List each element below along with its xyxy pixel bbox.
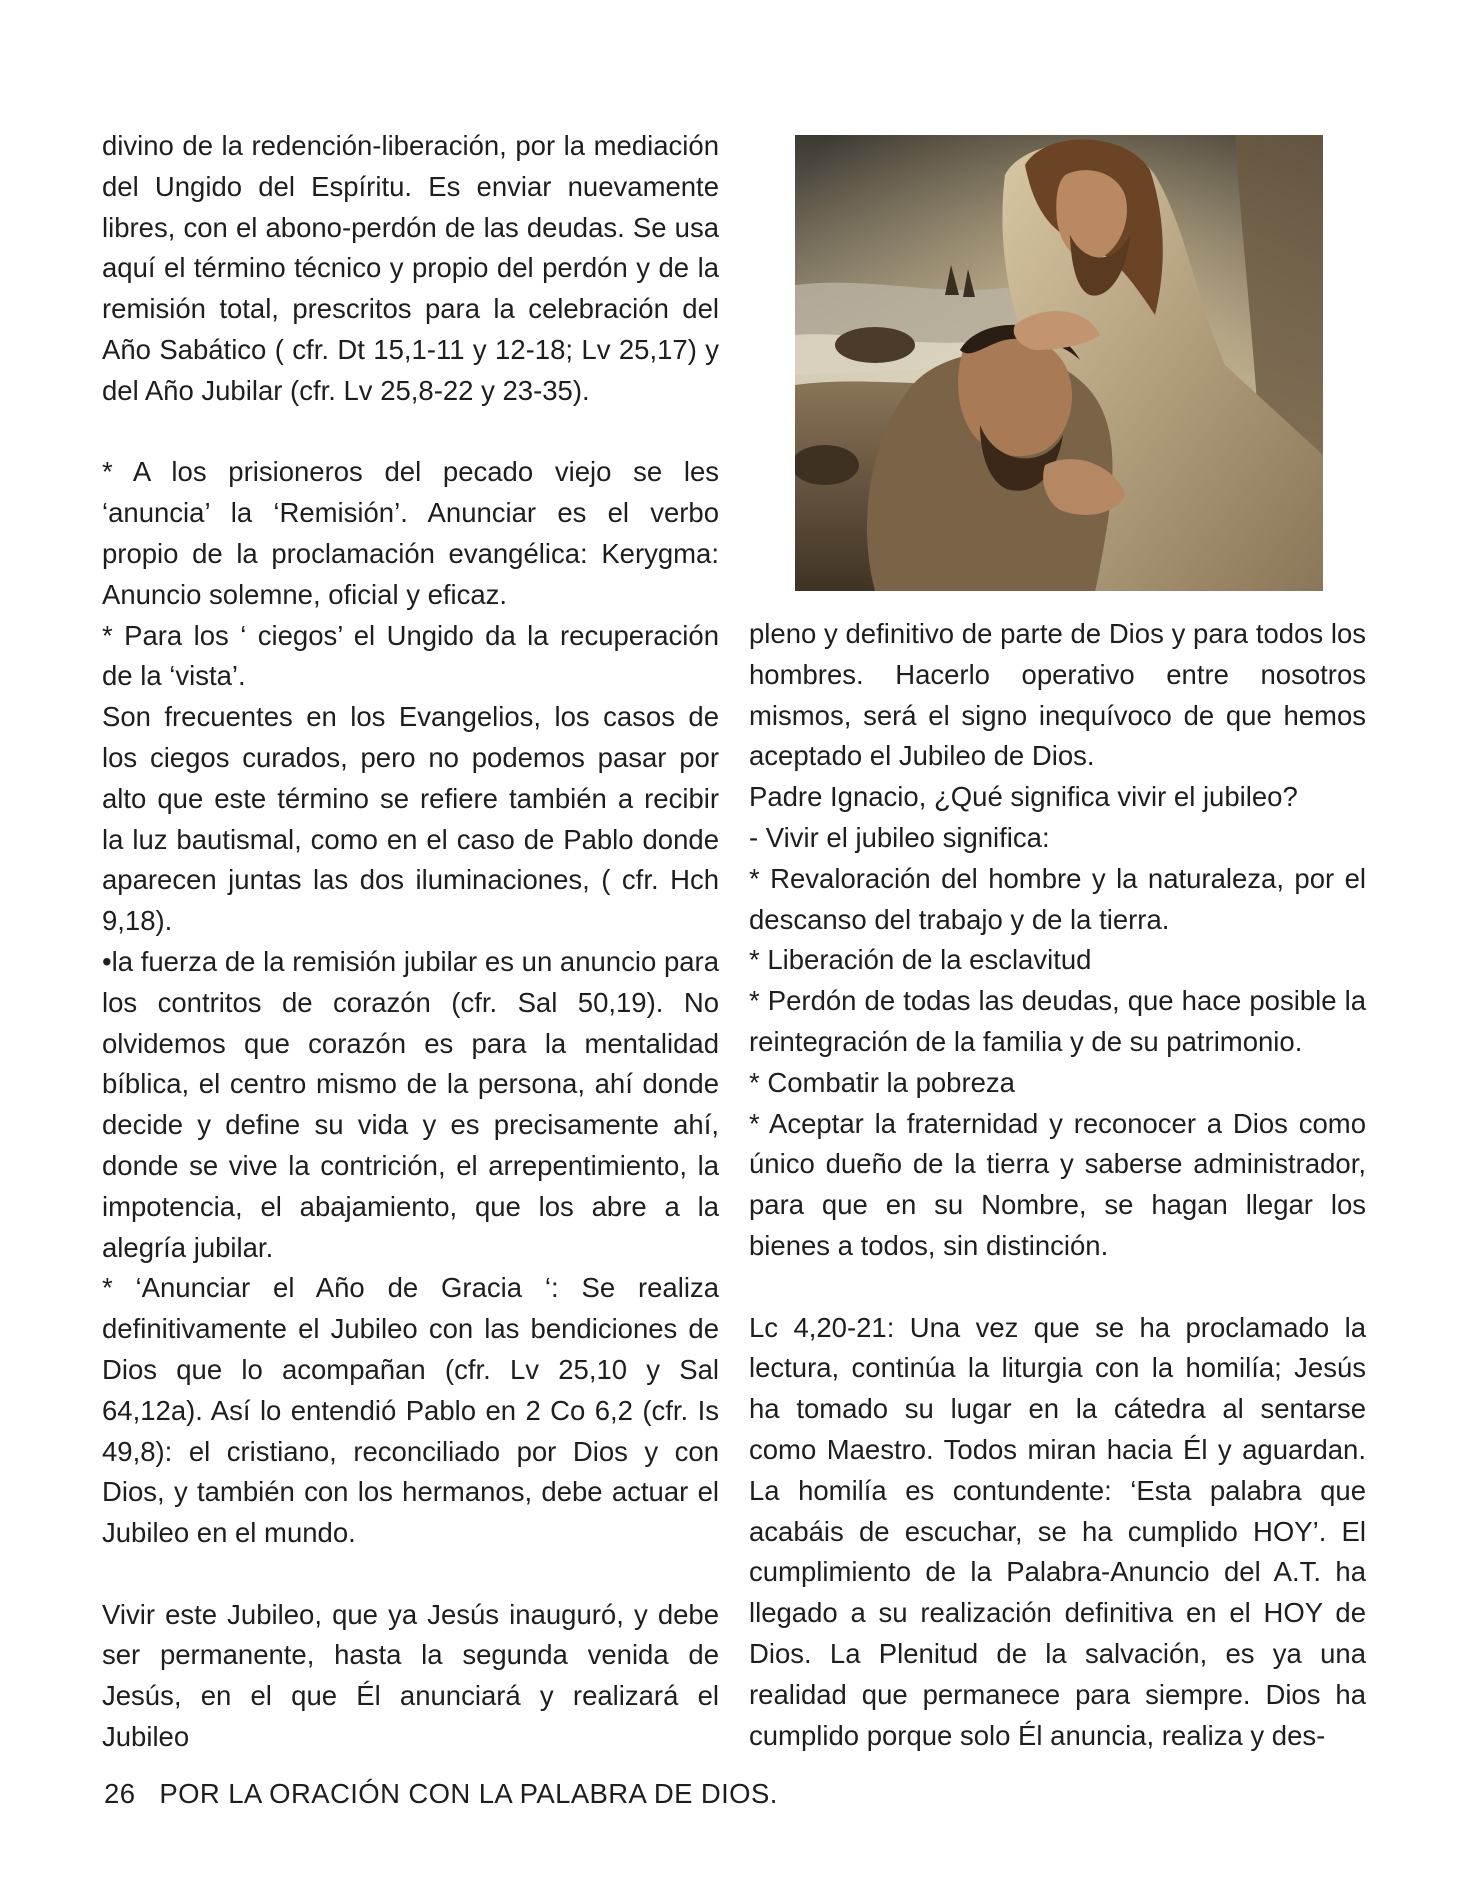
- paragraph-evangelios: Son frecuentes en los Evangelios, los casos de los ciegos curados, pero no podemos pasar por alto que este término se refiere también a recibir la luz bautismal, como en el caso de Pablo donde aparecen juntas las dos iluminaciones, ( cfr. Hch 9,18).: [102, 701, 719, 937]
- list-item-fraternidad: * Aceptar la fraternidad y reconocer a Dios como único dueño de la tierra y saberse administrador, para que en su Nombre, se hagan llegar los bienes a todos, sin distinción.: [749, 1107, 1366, 1261]
- question-padre-ignacio: Padre Ignacio, ¿Qué significa vivir el jubileo?: [749, 781, 1298, 813]
- paragraph-lucas: Lc 4,20-21: Una vez que se ha proclamado la lectura, continúa la liturgia con la homilía; Jesús ha tomado su lugar en la cátedra al sentarse como Maestro. Todos miran hacia Él y aguardan. La homilía es contundente: ‘Esta palabra que acabáis de escuchar, se ha cumplido HOY’. El cumplimiento de la Palabra-Anuncio del A.T. ha llegado a su realización definitiva en el HOY de Dios. La Plenitud de la salvación, es ya una realidad que permanece para siempre. Dios ha cumplido porque solo Él anuncia, realiza y des-: [749, 1311, 1366, 1751]
- list-item-liberacion: * Liberación de la esclavitud: [749, 944, 1092, 976]
- paragraph-spacer: [102, 1554, 719, 1595]
- paragraph-redencion: divino de la redención-liberación, por la mediación del Ungido del Espíritu. Es enviar nuevamente libres, con el abono-perdón de las deudas. Se usa aquí el término técnico y propio del perdón y de la remisión total, prescritos para la celebración del Año Sabático ( cfr. Dt 15,1-11 y 12-18; Lv 25,17) y del Año Jubilar (cfr. Lv 25,8-22 y 23-35).: [102, 130, 719, 406]
- paragraph-pleno-definitivo: pleno y definitivo de parte de Dios y para todos los hombres. Hacerlo operativo entre nosotros mismos, será el signo inequívoco de que hemos aceptado el Jubileo de Dios.: [749, 618, 1366, 772]
- list-item-perdon: * Perdón de todas las deudas, que hace posible la reintegración de la familia y de su patrimonio.: [749, 985, 1366, 1057]
- left-text-column: [102, 126, 719, 1758]
- list-item-revaloracion: * Revaloración del hombre y la naturaleza, por el descanso del trabajo y de la tierra.: [749, 862, 1366, 935]
- paragraph-ano-de-gracia: * ‘Anunciar el Año de Gracia ‘: Se realiza definitivamente el Jubileo con las bendiciones de Dios que lo acompañan (cfr. Lv 25,10 y Sal 64,12a). Así lo entendió Pablo en 2 Co 6,2 (cfr. Is 49,8): el cristiano, reconciliado por Dios y con Dios, y también con los hermanos, debe actuar el Jubileo en el mundo.: [102, 1272, 719, 1549]
- page-number: 26: [104, 1778, 136, 1809]
- running-title: POR LA ORACIÓN CON LA PALABRA DE DIOS.: [159, 1778, 778, 1809]
- paragraph-ciegos: * Para los ‘ ciegos’ el Ungido da la recuperación de la ‘vista’.: [102, 619, 719, 692]
- paragraph-prisioneros: * A los prisioneros del pecado viejo se les ‘anuncia’ la ‘Remisión’. Anunciar es el verbo propio de la proclamación evangélica: Kerygma: Anuncio solemne, oficial y eficaz.: [102, 456, 719, 610]
- paragraph-spacer: [102, 412, 719, 453]
- answer-intro: - Vivir el jubileo significa:: [749, 821, 1050, 853]
- jesus-embrace-illustration: [795, 135, 1323, 591]
- right-text-column: [749, 614, 1366, 1756]
- list-item-pobreza: * Combatir la pobreza: [749, 1066, 1015, 1098]
- page-footer: [104, 1774, 778, 1814]
- paragraph-spacer: [749, 1267, 1366, 1308]
- paragraph-contritos: •la fuerza de la remisión jubilar es un anuncio para los contritos de corazón (cfr. Sal 50,19). No olvidemos que corazón es para la mentalidad bíblica, el centro mismo de la persona, ahí donde decide y define su vida y es precisamente ahí, donde se vive la contrición, el arrepentimiento, la impotencia, el abajamiento, que los abre a la alegría jubilar.: [102, 945, 719, 1263]
- paragraph-vivir-jubileo: Vivir este Jubileo, que ya Jesús inauguró, y debe ser permanente, hasta la segunda venida de Jesús, en el que Él anunciará y realizará el Jubileo: [102, 1598, 719, 1753]
